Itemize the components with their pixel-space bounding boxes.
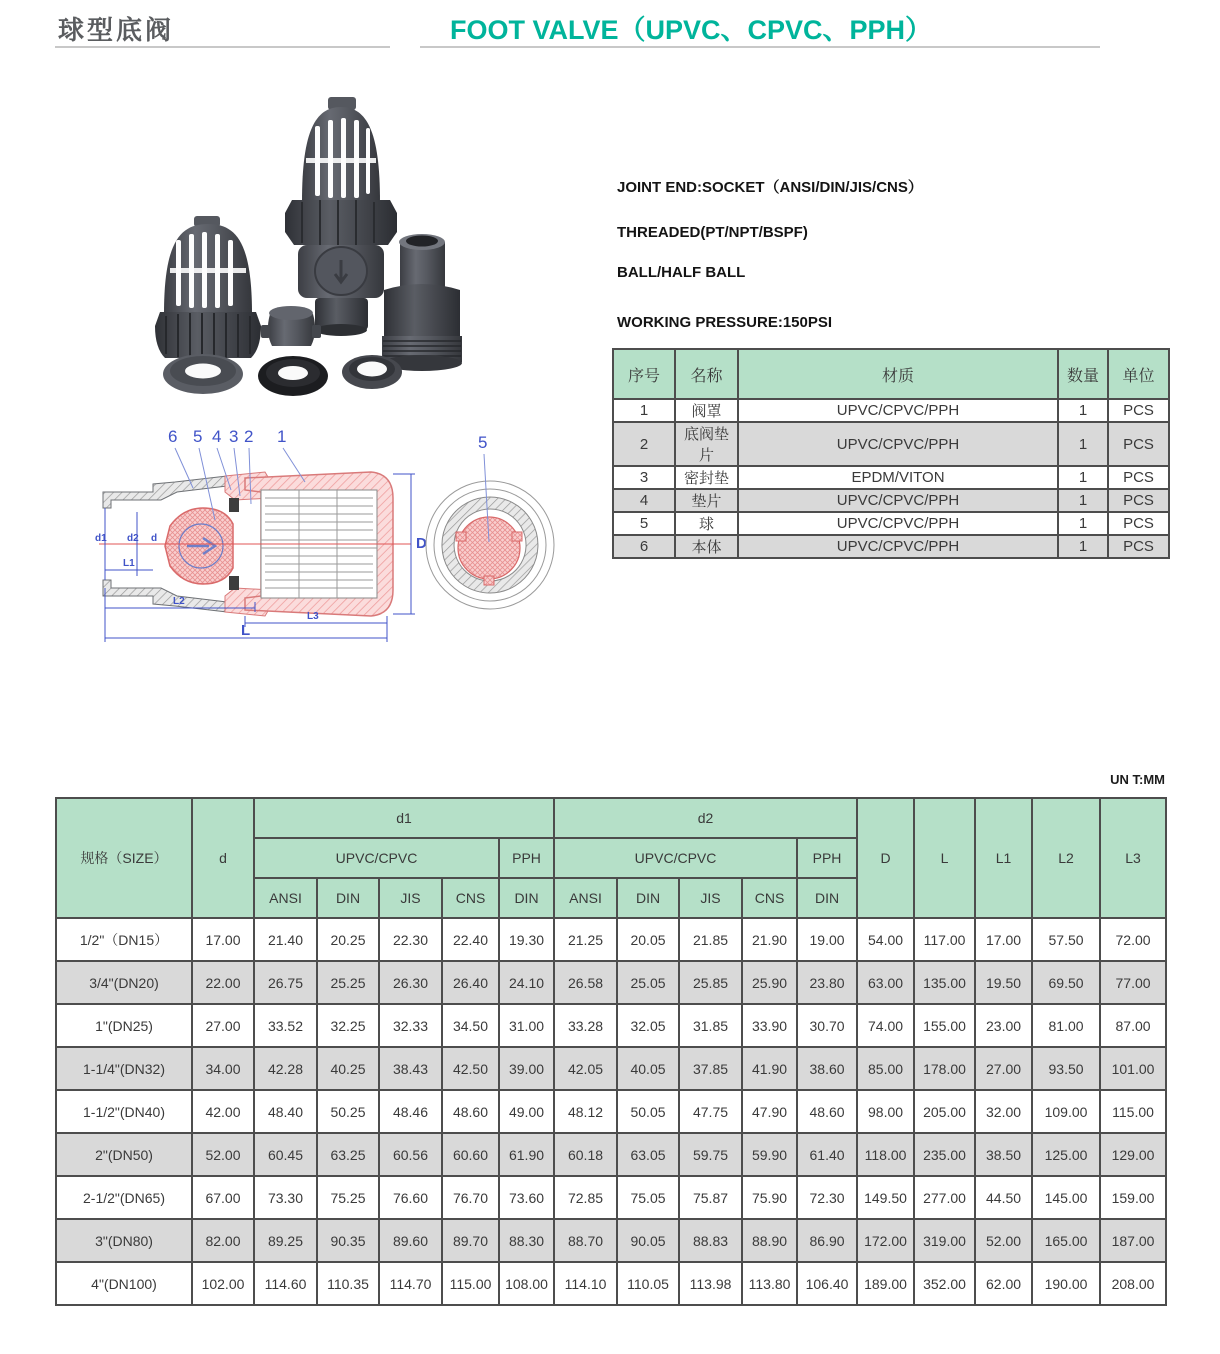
table-cell: 60.56 [379,1133,442,1176]
table-cell: 20.25 [317,918,379,961]
table-cell: 60.45 [254,1133,317,1176]
photo-gaskets [163,354,402,396]
table-cell: 33.28 [554,1004,617,1047]
table-cell: 62.00 [975,1262,1032,1305]
table-cell: 72.00 [1100,918,1166,961]
table-cell: 47.75 [679,1090,742,1133]
dim-label-l: L [241,622,251,639]
callout-3: 3 [229,427,239,446]
table-cell: 115.00 [442,1262,499,1305]
table-cell: 208.00 [1100,1262,1166,1305]
table-cell: 38.60 [797,1047,857,1090]
table-cell: 37.85 [679,1047,742,1090]
table-cell: 33.90 [742,1004,797,1047]
table-cell: PCS [1108,535,1169,558]
table-cell: 319.00 [914,1219,975,1262]
table-cell: 75.90 [742,1176,797,1219]
col-header-L: L [914,798,975,918]
table-cell: 113.80 [742,1262,797,1305]
photo-cap [261,306,321,346]
parts-header-row [613,349,1169,399]
dim-label-l2: L2 [173,596,185,607]
table-cell: 50.05 [617,1090,679,1133]
table-cell: 125.00 [1032,1133,1100,1176]
table-cell: 22.30 [379,918,442,961]
table-row [56,1004,1166,1047]
header-divider-left [55,46,390,48]
col-header-D: D [857,798,914,918]
table-cell: 38.50 [975,1133,1032,1176]
table-cell: 63.05 [617,1133,679,1176]
table-cell: 149.50 [857,1176,914,1219]
table-cell: 118.00 [857,1133,914,1176]
callout-5: 5 [193,427,203,446]
table-cell: 6 [613,535,675,558]
table-cell: 59.90 [742,1133,797,1176]
table-cell: 189.00 [857,1262,914,1305]
table-cell: 85.00 [857,1047,914,1090]
table-cell: UPVC/CPVC/PPH [738,489,1058,512]
table-cell: 110.05 [617,1262,679,1305]
table-cell: PCS [1108,466,1169,489]
table-cell: 187.00 [1100,1219,1166,1262]
table-cell: 98.00 [857,1090,914,1133]
table-cell: 密封垫 [675,466,738,489]
table-row [56,1262,1166,1305]
table-cell: 2 [613,422,675,466]
std-jis-d2: JIS [679,878,742,918]
table-cell: 25.25 [317,961,379,1004]
table-cell: 135.00 [914,961,975,1004]
table-cell: 32.00 [975,1090,1032,1133]
table-cell: 60.60 [442,1133,499,1176]
table-cell: 32.05 [617,1004,679,1047]
table-cell: 74.00 [857,1004,914,1047]
callout-6: 6 [168,427,178,446]
header-divider-right [420,46,1100,48]
table-cell: 26.30 [379,961,442,1004]
table-cell: 75.87 [679,1176,742,1219]
table-cell: 277.00 [914,1176,975,1219]
table-cell: 114.60 [254,1262,317,1305]
dim-label-dd: D [416,535,427,552]
table-cell: 81.00 [1032,1004,1100,1047]
col-group-pph-d2: PPH [797,838,857,878]
table-row [56,961,1166,1004]
table-cell: 61.90 [499,1133,554,1176]
spec-working-pressure: WORKING PRESSURE:150PSI [617,314,833,331]
table-cell: EPDM/VITON [738,466,1058,489]
table-cell: 4 [613,489,675,512]
table-cell: 3/4"(DN20) [56,961,192,1004]
table-cell: 31.00 [499,1004,554,1047]
table-cell: 21.85 [679,918,742,961]
table-cell: 42.00 [192,1090,254,1133]
table-cell: 109.00 [1032,1090,1100,1133]
table-cell: 159.00 [1100,1176,1166,1219]
std-pph-din-d1: DIN [499,878,554,918]
table-cell: UPVC/CPVC/PPH [738,399,1058,422]
table-cell: 114.10 [554,1262,617,1305]
table-cell: 26.58 [554,961,617,1004]
table-cell: 1-1/2"(DN40) [56,1090,192,1133]
col-header-L3: L3 [1100,798,1166,918]
photo-center-valve [285,97,397,336]
table-cell: 101.00 [1100,1047,1166,1090]
table-cell: 23.80 [797,961,857,1004]
table-cell: 48.60 [797,1090,857,1133]
table-cell: 39.00 [499,1047,554,1090]
table-row [613,489,1169,512]
table-row [613,422,1169,466]
table-cell: 23.00 [975,1004,1032,1047]
std-jis-d1: JIS [379,878,442,918]
product-photo [100,82,580,422]
dimension-table [55,797,1167,1306]
table-cell: 235.00 [914,1133,975,1176]
std-cns-d2: CNS [742,878,797,918]
table-cell: 3 [613,466,675,489]
table-cell: 67.00 [192,1176,254,1219]
std-din-d1: DIN [317,878,379,918]
table-cell: 19.50 [975,961,1032,1004]
table-cell: 48.40 [254,1090,317,1133]
table-cell: 1 [1058,489,1108,512]
table-cell: 69.50 [1032,961,1100,1004]
page-title-english: FOOT VALVE（UPVC、CPVC、PPH） [450,15,933,45]
table-cell: 22.40 [442,918,499,961]
spec-threaded: THREADED(PT/NPT/BSPF) [617,224,808,241]
table-row [56,1090,1166,1133]
table-row [56,1133,1166,1176]
table-cell: 25.85 [679,961,742,1004]
table-cell: 129.00 [1100,1133,1166,1176]
table-cell: 77.00 [1100,961,1166,1004]
table-cell: 172.00 [857,1219,914,1262]
table-cell: 21.25 [554,918,617,961]
table-cell: 59.75 [679,1133,742,1176]
std-din-d2: DIN [617,878,679,918]
table-cell: 89.60 [379,1219,442,1262]
table-cell: 72.30 [797,1176,857,1219]
table-cell: 5 [613,512,675,535]
table-cell: 41.90 [742,1047,797,1090]
table-cell: 63.00 [857,961,914,1004]
dim-header-row-1 [56,798,1166,838]
photo-left-strainer [155,216,261,358]
col-header-qty: 数量 [1058,349,1108,399]
table-cell: 76.60 [379,1176,442,1219]
table-cell: 阀罩 [675,399,738,422]
table-cell: 61.40 [797,1133,857,1176]
col-header-L1: L1 [975,798,1032,918]
table-cell: 22.00 [192,961,254,1004]
callout-4: 4 [212,427,222,446]
table-cell: 4"(DN100) [56,1262,192,1305]
callout-2: 2 [244,427,254,446]
table-cell: 49.00 [499,1090,554,1133]
table-cell: 75.25 [317,1176,379,1219]
col-header-L2: L2 [1032,798,1100,918]
table-cell: 87.00 [1100,1004,1166,1047]
std-ansi-d1: ANSI [254,878,317,918]
table-cell: 47.90 [742,1090,797,1133]
table-cell: 44.50 [975,1176,1032,1219]
table-cell: PCS [1108,399,1169,422]
table-row [613,466,1169,489]
table-cell: 54.00 [857,918,914,961]
std-cns-d1: CNS [442,878,499,918]
table-cell: 垫片 [675,489,738,512]
table-row [613,512,1169,535]
std-ansi-d2: ANSI [554,878,617,918]
table-cell: 102.00 [192,1262,254,1305]
table-cell: 1 [1058,399,1108,422]
table-cell: 88.30 [499,1219,554,1262]
parts-table [612,348,1170,559]
table-cell: 90.05 [617,1219,679,1262]
table-cell: 34.50 [442,1004,499,1047]
table-row [613,399,1169,422]
photo-right-adapter [382,234,462,371]
table-cell: 38.43 [379,1047,442,1090]
table-cell: 1 [1058,535,1108,558]
table-cell: 32.33 [379,1004,442,1047]
page-title-chinese: 球型底阀 [58,15,175,45]
table-cell: 19.00 [797,918,857,961]
table-cell: 178.00 [914,1047,975,1090]
table-cell: 25.05 [617,961,679,1004]
table-row [613,535,1169,558]
end-view-callout-5: 5 [478,433,488,452]
technical-drawing [75,420,605,660]
table-cell: UPVC/CPVC/PPH [738,535,1058,558]
table-cell: 93.50 [1032,1047,1100,1090]
table-cell: 33.52 [254,1004,317,1047]
drawing-end-view [426,433,554,609]
table-cell: 1 [1058,422,1108,466]
table-cell: 117.00 [914,918,975,961]
table-cell: 90.35 [317,1219,379,1262]
table-cell: 42.28 [254,1047,317,1090]
table-cell: 165.00 [1032,1219,1100,1262]
table-cell: 48.60 [442,1090,499,1133]
table-cell: 1 [1058,512,1108,535]
col-header-material: 材质 [738,349,1058,399]
table-cell: UPVC/CPVC/PPH [738,422,1058,466]
col-header-name: 名称 [675,349,738,399]
table-cell: 底阀垫片 [675,422,738,466]
table-cell: 26.75 [254,961,317,1004]
unit-note: UN T:MM [1110,772,1165,787]
drawing-ball [165,508,233,584]
table-cell: 21.40 [254,918,317,961]
table-cell: 42.50 [442,1047,499,1090]
table-row [56,1047,1166,1090]
table-cell: 本体 [675,535,738,558]
table-cell: 108.00 [499,1262,554,1305]
table-cell: PCS [1108,489,1169,512]
table-cell: 24.10 [499,961,554,1004]
table-cell: 1-1/4"(DN32) [56,1047,192,1090]
table-cell: 1 [1058,466,1108,489]
table-cell: 48.46 [379,1090,442,1133]
callout-1: 1 [277,427,287,446]
col-group-d1: d1 [254,798,554,838]
table-cell: 73.60 [499,1176,554,1219]
table-cell: 114.70 [379,1262,442,1305]
table-cell: 1/2"（DN15） [56,918,192,961]
table-cell: 32.25 [317,1004,379,1047]
table-cell: 27.00 [975,1047,1032,1090]
table-cell: 20.05 [617,918,679,961]
table-cell: 球 [675,512,738,535]
table-row [56,1176,1166,1219]
table-cell: 17.00 [192,918,254,961]
table-cell: 88.90 [742,1219,797,1262]
spec-joint-end: JOINT END:SOCKET（ANSI/DIN/JIS/CNS） [617,179,923,196]
table-cell: 50.25 [317,1090,379,1133]
table-cell: PCS [1108,422,1169,466]
col-header-size: 规格（SIZE） [56,798,192,918]
table-cell: 1"(DN25) [56,1004,192,1047]
table-cell: 60.18 [554,1133,617,1176]
table-cell: 72.85 [554,1176,617,1219]
col-group-d2: d2 [554,798,857,838]
table-row [56,1219,1166,1262]
table-cell: 31.85 [679,1004,742,1047]
table-cell: 155.00 [914,1004,975,1047]
table-cell: 73.30 [254,1176,317,1219]
std-pph-din-d2: DIN [797,878,857,918]
table-cell: 57.50 [1032,918,1100,961]
table-cell: 89.70 [442,1219,499,1262]
table-cell: 42.05 [554,1047,617,1090]
table-cell: 88.83 [679,1219,742,1262]
table-cell: 145.00 [1032,1176,1100,1219]
table-cell: 86.90 [797,1219,857,1262]
table-cell: 1 [613,399,675,422]
table-cell: 48.12 [554,1090,617,1133]
dim-label-d1: d1 [95,533,107,544]
table-cell: 352.00 [914,1262,975,1305]
col-header-no: 序号 [613,349,675,399]
table-cell: 82.00 [192,1219,254,1262]
col-group-upvc-cpvc-d2: UPVC/CPVC [554,838,797,878]
table-cell: 27.00 [192,1004,254,1047]
table-cell: 40.05 [617,1047,679,1090]
table-cell: 2"(DN50) [56,1133,192,1176]
table-cell: 26.40 [442,961,499,1004]
dim-label-l3: L3 [307,611,319,622]
table-cell: 30.70 [797,1004,857,1047]
col-group-pph-d1: PPH [499,838,554,878]
table-cell: 205.00 [914,1090,975,1133]
table-cell: 190.00 [1032,1262,1100,1305]
table-cell: PCS [1108,512,1169,535]
table-cell: 52.00 [192,1133,254,1176]
table-cell: 115.00 [1100,1090,1166,1133]
table-cell: 52.00 [975,1219,1032,1262]
table-cell: 21.90 [742,918,797,961]
table-cell: 110.35 [317,1262,379,1305]
col-group-upvc-cpvc-d1: UPVC/CPVC [254,838,499,878]
table-cell: 75.05 [617,1176,679,1219]
table-cell: 34.00 [192,1047,254,1090]
table-row [56,918,1166,961]
table-cell: 76.70 [442,1176,499,1219]
col-header-d: d [192,798,254,918]
col-header-unit: 单位 [1108,349,1169,399]
table-cell: 19.30 [499,918,554,961]
table-cell: 63.25 [317,1133,379,1176]
dim-label-d: d [151,533,158,544]
dim-label-d2: d2 [127,533,139,544]
table-cell: 17.00 [975,918,1032,961]
table-cell: 113.98 [679,1262,742,1305]
table-cell: 25.90 [742,961,797,1004]
dim-label-l1: L1 [123,558,135,569]
table-cell: UPVC/CPVC/PPH [738,512,1058,535]
table-cell: 3"(DN80) [56,1219,192,1262]
table-cell: 2-1/2"(DN65) [56,1176,192,1219]
table-cell: 89.25 [254,1219,317,1262]
table-cell: 40.25 [317,1047,379,1090]
spec-ball: BALL/HALF BALL [617,264,746,281]
table-cell: 88.70 [554,1219,617,1262]
table-cell: 106.40 [797,1262,857,1305]
